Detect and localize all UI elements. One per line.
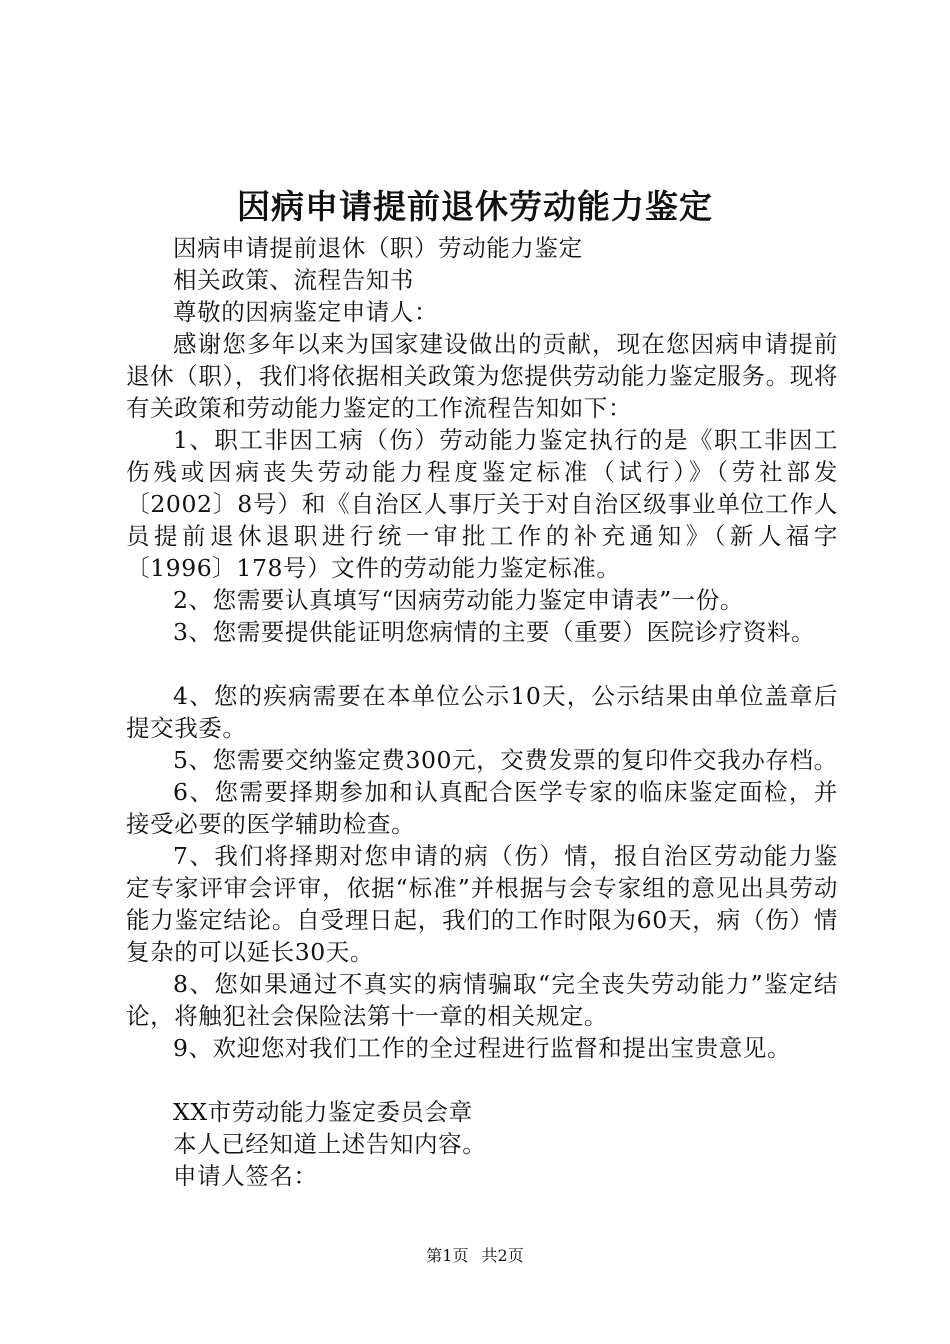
issuer-line: XX市劳动能力鉴定委员会章 — [173, 1098, 473, 1126]
blank-line — [126, 1064, 838, 1096]
list-item: 6、您需要择期参加和认真配合医学专家的临床鉴定面检，并接受必要的医学辅助检查。 — [126, 778, 838, 838]
page-total: 共2页 — [481, 1246, 524, 1265]
acknowledgement-line: 本人已经知道上述告知内容。 — [173, 1130, 487, 1158]
intro-paragraph: 感谢您多年以来为国家建设做出的贡献，现在您因病申请提前退休（职），我们将依据相关政策为您提供劳动能力鉴定服务。现将有关政策和劳动能力鉴定的工作流程告知如下： — [126, 330, 838, 422]
subtitle-line: 因病申请提前退休（职）劳动能力鉴定 — [173, 234, 583, 262]
list-item: 2、您需要认真填写“因病劳动能力鉴定申请表”一份。 — [173, 586, 744, 614]
document-body — [126, 232, 838, 1192]
salutation: 尊敬的因病鉴定申请人： — [173, 298, 439, 326]
list-item: 1、职工非因工病（伤）劳动能力鉴定执行的是《职工非因工伤残或因病丧失劳动能力程度鉴定标准（试行）》（劳社部发〔2002〕8号）和《自治区人事厅关于对自治区级事业单位工作人员提前退休退职进行统一审批工作的补充通知》（新人福字〔1996〕178号）文件的劳动能力鉴定标准。 — [126, 426, 838, 582]
subtitle-line: 相关政策、流程告知书 — [173, 266, 414, 294]
list-item: 3、您需要提供能证明您病情的主要（重要）医院诊疗资料。 — [173, 618, 816, 646]
list-item: 7、我们将择期对您申请的病（伤）情，报自治区劳动能力鉴定专家评审会评审，依据“标准”并根据与会专家组的意见出具劳动能力鉴定结论。自受理日起，我们的工作时限为60天，病（伤）情复杂的可以延长30天。 — [126, 842, 838, 966]
blank-line — [126, 648, 838, 680]
document-title: 因病申请提前退休劳动能力鉴定 — [237, 187, 713, 226]
list-item: 4、您的疾病需要在本单位公示10天，公示结果由单位盖章后提交我委。 — [126, 682, 838, 742]
page-number: 第1页 — [426, 1246, 469, 1265]
signature-line: 申请人签名： — [173, 1162, 318, 1190]
list-item: 9、欢迎您对我们工作的全过程进行监督和提出宝贵意见。 — [173, 1034, 792, 1062]
list-item: 8、您如果通过不真实的病情骗取“完全丧失劳动能力”鉴定结论，将触犯社会保险法第十一章的相关规定。 — [126, 970, 838, 1030]
page-footer — [0, 1244, 950, 1268]
list-item: 5、您需要交纳鉴定费300元，交费发票的复印件交我办存档。 — [173, 746, 838, 774]
